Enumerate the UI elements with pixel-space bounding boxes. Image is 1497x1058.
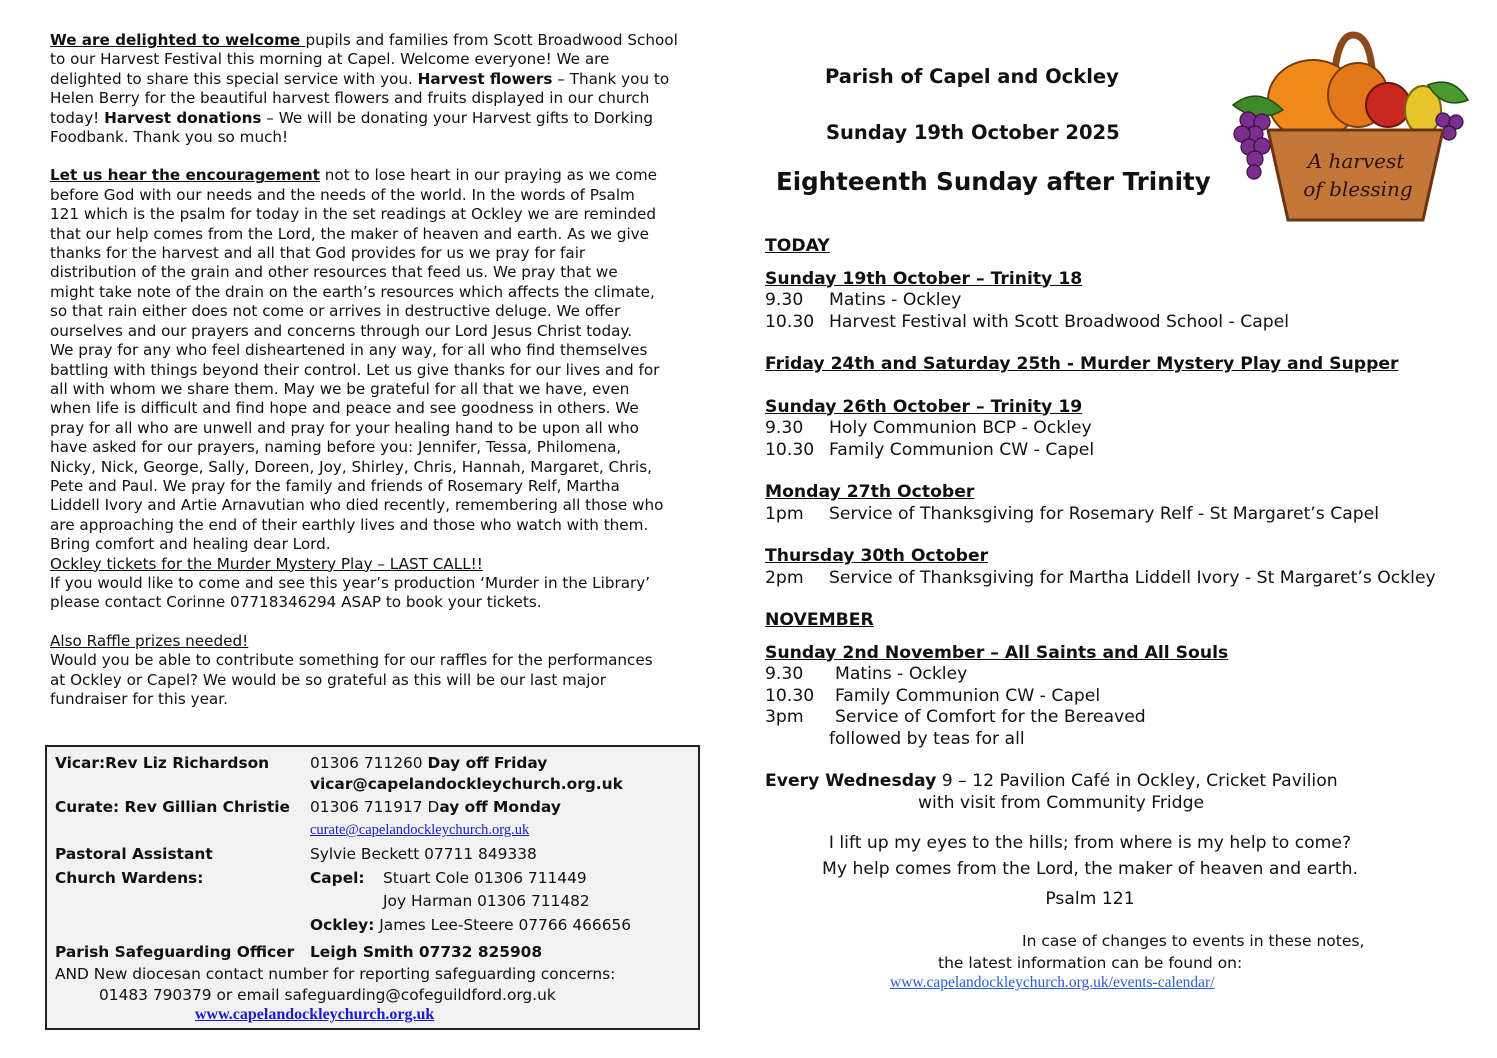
sched-item: 9.30 Holy Communion BCP - Ockley [765, 418, 1092, 438]
sched-item: 10.30 Family Communion CW - Capel [765, 685, 1101, 706]
psalm-reference: Psalm 121 [1045, 889, 1135, 909]
capel-warden-2: Joy Harman 01306 711482 [383, 892, 590, 910]
encouragement-heading: Let us hear the encouragement [50, 166, 320, 185]
sched-heading-5: Thursday 30th October [765, 546, 989, 566]
raffle-paragraph: Also Raffle prizes needed! Would you be able to contribute something for our raffles for the performances at Ockley or Capel? We would be so grateful as this will be our last major fundraiser for this year. [50, 631, 653, 708]
safeguarding-label: Parish Safeguarding Officer [55, 943, 295, 961]
welcome-paragraph: We are delighted to welcome pupils and families from Scott Broadwood School to our Harvest Festival this morning at Capel. Welcome everyone! We are delighted to share this special service with you. Harvest flowers – Thank you to Helen Berry for the beautiful harvest flowers and fruits displayed in our church today! Harvest donations – We will be donating your Harvest gifts to Dorking Foodbank. Thank you so much! [50, 31, 678, 147]
wednesday-line-2: with visit from Community Fridge [918, 792, 1205, 813]
safeguarding-value: Leigh Smith 07732 825908 [310, 943, 543, 961]
tickets-heading: Ockley tickets for the Murder Mystery Play – LAST CALL!! [50, 554, 483, 573]
sched-heading-4: Monday 27th October [765, 482, 975, 502]
tickets-paragraph: Ockley tickets for the Murder Mystery Play – LAST CALL!! If you would like to come and see this year’s production ‘Murder in the Library’ please contact Corinne 07718346294 ASAP to book your tickets. [50, 554, 651, 612]
sched-item: 10.30 Harvest Festival with Scott Broadwood School - Capel [765, 311, 1289, 332]
vicar-email[interactable]: vicar@capelandockleychurch.org.uk [310, 775, 623, 793]
sched-follow-note: followed by teas for all [829, 728, 1025, 749]
sched-item: 9.30 Matins - Ockley [765, 290, 962, 310]
diocesan-line-1: AND New diocesan contact number for reporting safeguarding concerns: [55, 965, 616, 983]
sched-heading-3: Sunday 26th October – Trinity 19 [765, 396, 1083, 417]
basket-text-2: of blessing [1303, 177, 1413, 201]
events-calendar-link[interactable]: www.capelandockleychurch.org.uk/events-calendar/ [890, 974, 1215, 991]
harvest-flowers-label: Harvest flowers [417, 69, 553, 88]
left-column [50, 31, 700, 709]
notice-line-2: the latest information can be found on: [938, 954, 1243, 972]
curate-label: Curate: Rev Gillian Christie [55, 798, 291, 816]
sched-item: 3pm Service of Comfort for the Bereaved [765, 707, 1146, 727]
contacts-box [45, 745, 700, 1030]
pastoral-label: Pastoral Assistant [55, 845, 213, 863]
raffle-heading: Also Raffle prizes needed! [50, 631, 249, 650]
capel-warden-1: Stuart Cole 01306 711449 [383, 869, 587, 887]
diocesan-line-2: 01483 790379 or email safeguarding@cofeguildford.org.uk [99, 986, 556, 1004]
curate-contact: 01306 711917 Day off Monday [310, 798, 561, 816]
sched-heading-2: Friday 24th and Saturday 25th - Murder Mystery Play and Supper [765, 354, 1399, 374]
encouragement-paragraph: Let us hear the encouragement not to lose heart in our praying as we come before God with our needs and the needs of the world. In the words of Psalm 121 which is the psalm for today in the set readings at Ockley we are reminded that our help comes from the Lord, the maker of heaven and earth. As we give thanks for the harvest and all that God provides for us we pray for fair distribution of the grain and other resources that feed us. We pray that we might take note of the drain on the earth’s resources which affects the climate, so that rain either does not come or arrives in destructive deluge. We offer ourselves and our prayers and concerns through our Lord Jesus Christ today. We pray for any who feel disheartened in any way, for all who find themselves battling with things beyond their control. Let us give thanks for our lives and for all with whom we share them. May we be grateful for all that we have, even when life is difficult and find hope and peace and see goodness in others. We pray for all who are unwell and pray for your healing hand to be upon all who have asked for our prayers, naming before you: Jennifer, Tessa, Philomena, Nicky, Nick, George, Sally, Doreen, Joy, Shirley, Chris, Hannah, Margaret, Chris, Pete and Paul. We pray for the family and friends of Rosemary Relf, Martha Liddell Ivory and Artie Arnavutian who died recently, remembering all those who are approaching the end of their earthly lives and those who watch with them. Bring comfort and healing dear Lord. [50, 166, 664, 554]
welcome-heading: We are delighted to welcome [50, 31, 306, 49]
sched-item: 2pm Service of Thanksgiving for Martha Liddell Ivory - St Margaret’s Ockley [765, 567, 1436, 588]
capel-label: Capel: [310, 869, 365, 887]
apple [1366, 83, 1410, 127]
psalm-quote: I lift up my eyes to the hills; from where is my help to come? My help comes from the Lord, the maker of heaven and earth. Psalm 121 [790, 830, 1390, 912]
basket [1268, 130, 1443, 220]
wardens-label: Church Wardens: [55, 869, 204, 887]
basket-text-1: A harvest [1307, 149, 1405, 173]
today-heading: TODAY [765, 236, 830, 256]
sched-item: 9.30 Matins - Ockley [765, 664, 968, 684]
vicar-contact: 01306 711260 Day off Friday [310, 754, 548, 772]
sched-heading-1: Sunday 19th October – Trinity 18 [765, 268, 1083, 289]
vicar-label: Vicar:Rev Liz Richardson [55, 754, 270, 772]
november-heading: NOVEMBER [765, 610, 874, 630]
harvest-donations-label: Harvest donations [104, 108, 262, 127]
service-date: Sunday 19th October 2025 [826, 121, 1120, 144]
pastoral-value: Sylvie Beckett 07711 849338 [310, 845, 537, 863]
curate-email-link[interactable]: curate@capelandockleychurch.org.uk [310, 822, 530, 838]
wednesday-line: Every Wednesday 9 – 12 Pavilion Café in Ockley, Cricket Pavilion [765, 771, 1338, 791]
sched-item: 1pm Service of Thanksgiving for Rosemary Relf - St Margaret’s Capel [765, 503, 1379, 524]
sched-heading-6: Sunday 2nd November – All Saints and All Souls [765, 642, 1229, 663]
sunday-title: Eighteenth Sunday after Trinity [776, 167, 1211, 196]
notice-line-1: In case of changes to events in these notes, [1022, 932, 1365, 950]
harvest-basket-illustration [1228, 30, 1473, 225]
sched-item: 10.30 Family Communion CW - Capel [765, 439, 1095, 460]
schedule [765, 236, 1436, 814]
grapes [1234, 112, 1270, 179]
parish-title: Parish of Capel and Ockley [825, 65, 1119, 88]
ockley-warden: Ockley: James Lee-Steere 07766 466656 [310, 916, 632, 934]
website-link[interactable]: www.capelandockleychurch.org.uk [195, 1006, 435, 1023]
